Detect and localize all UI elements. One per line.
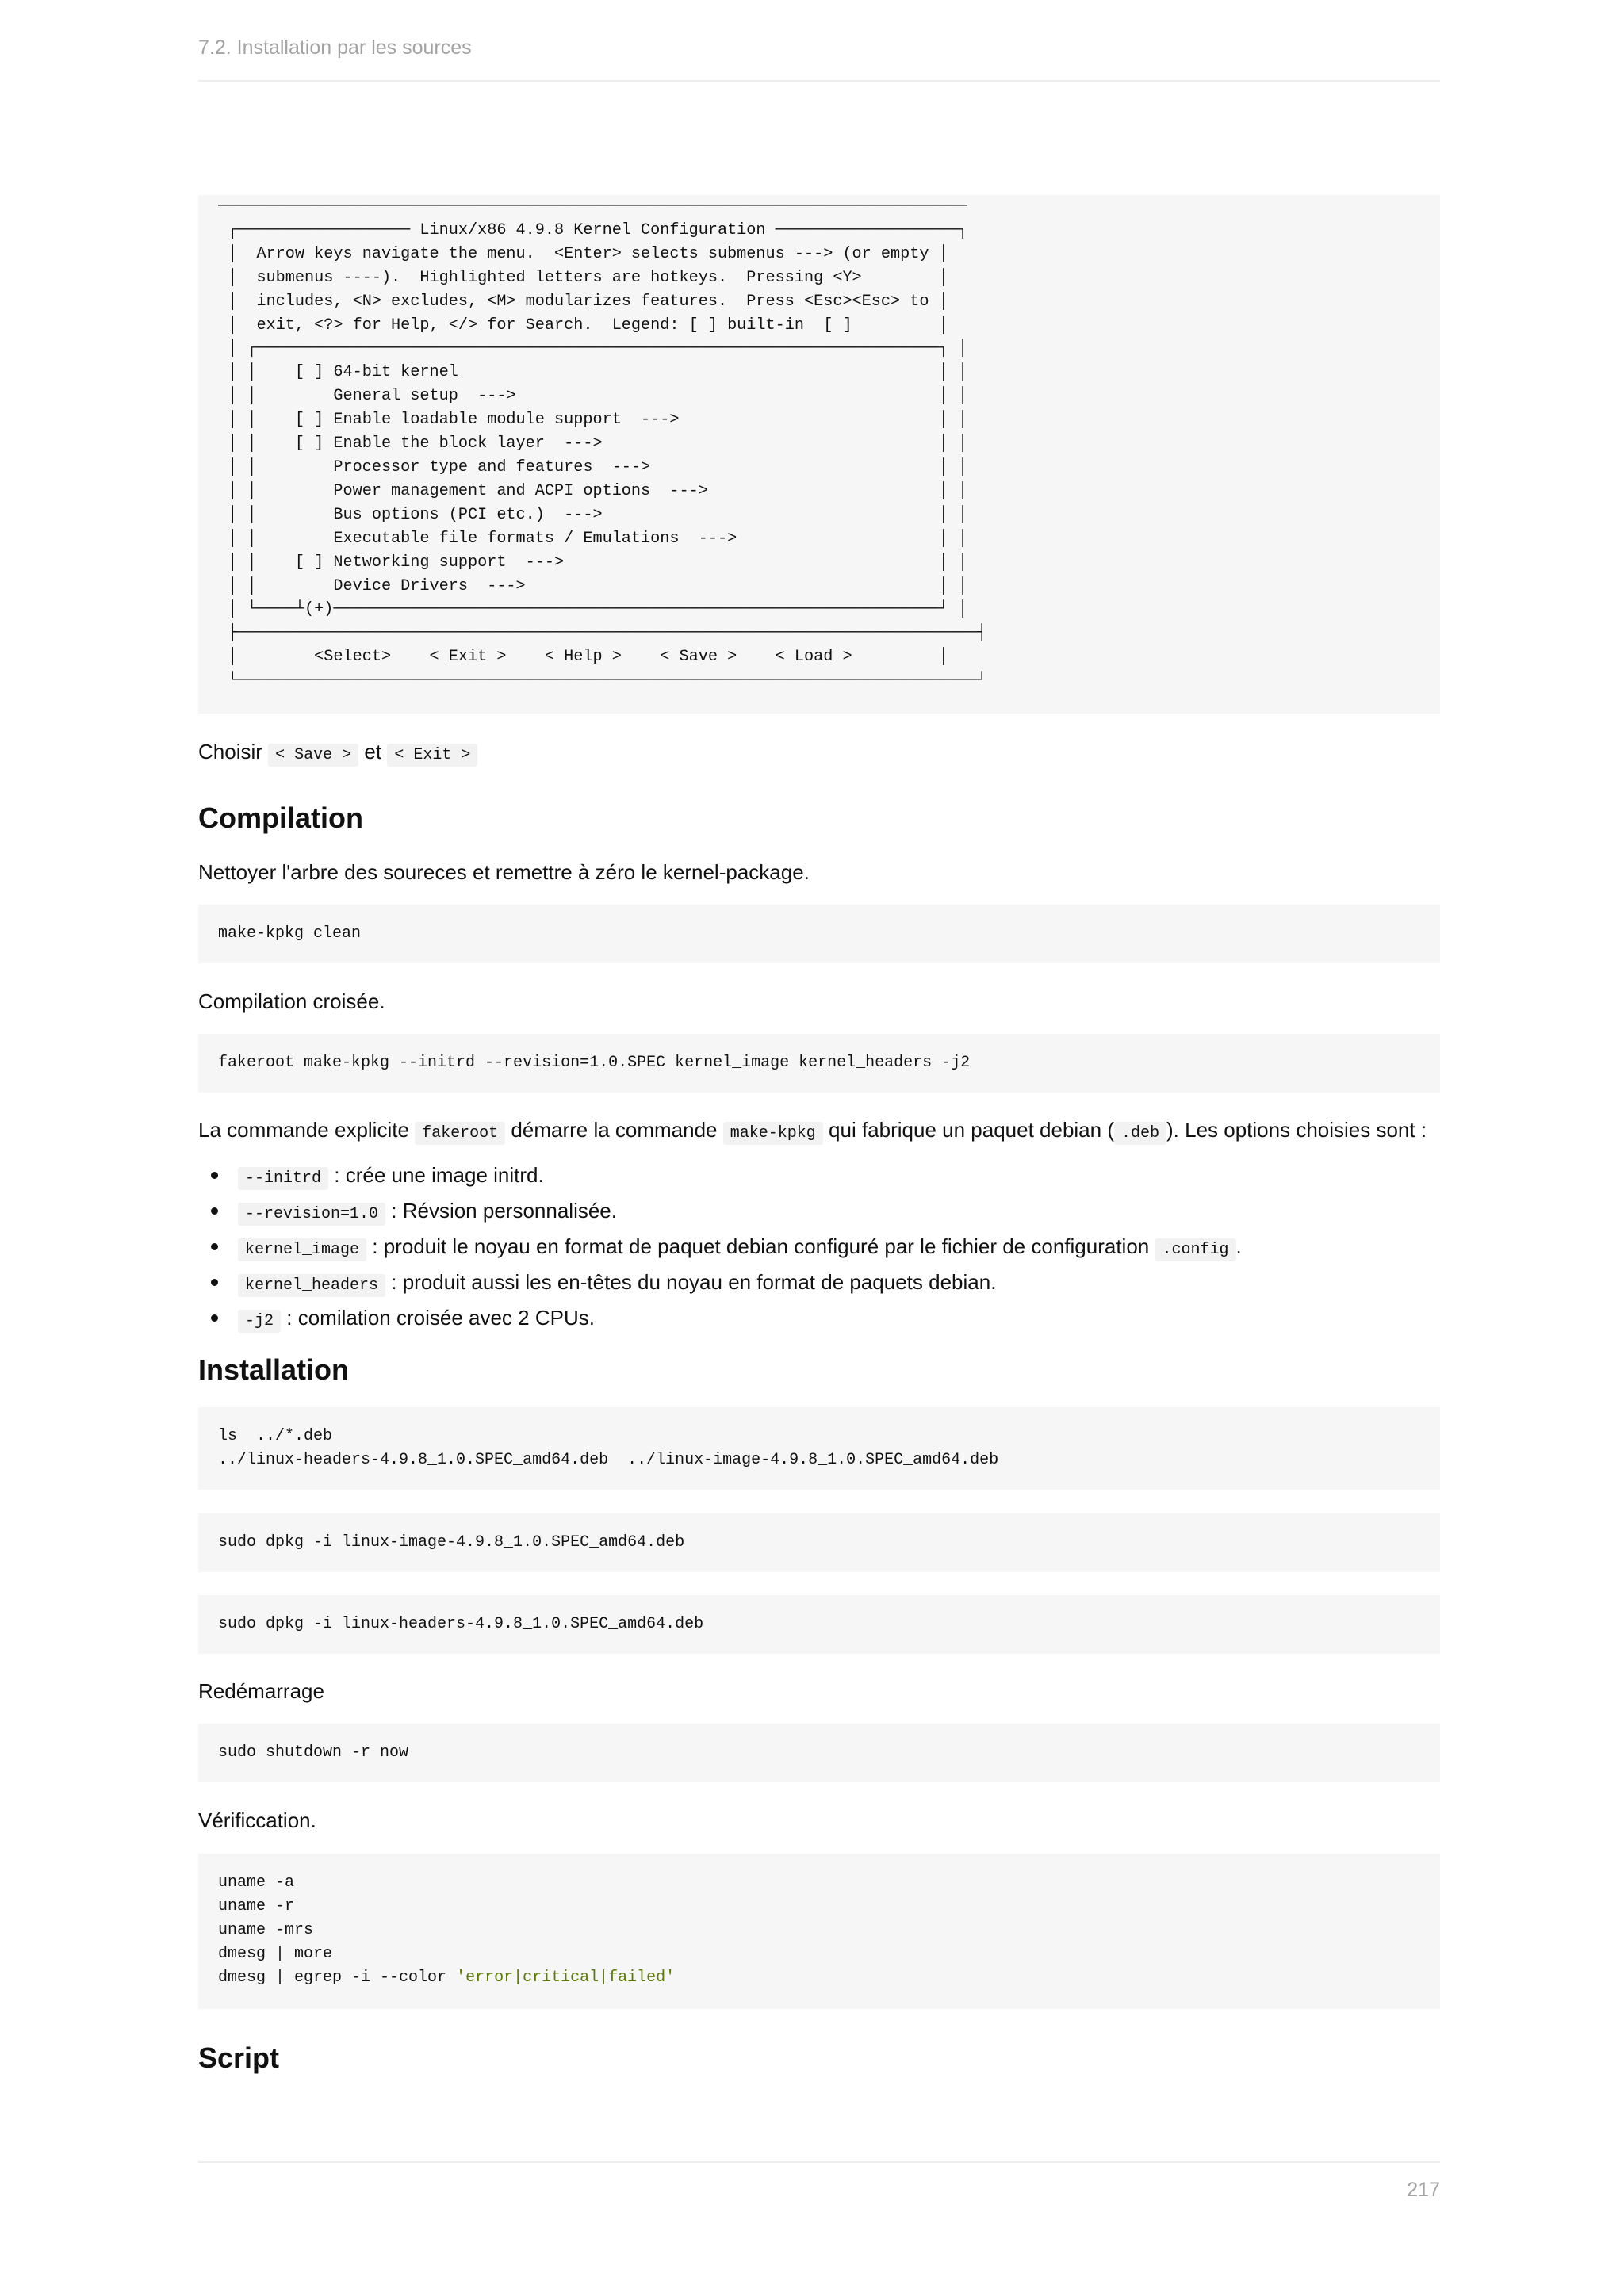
menuconfig-line: │ │ [ ] Networking support ---> │ │ xyxy=(218,553,967,572)
option-description: : crée une image initrd. xyxy=(334,1163,544,1187)
menuconfig-line: │ │ Executable file formats / Emulations ---> │ │ xyxy=(218,529,967,548)
options-list xyxy=(198,1159,1242,1337)
egrep-pattern-string: 'error|critical|failed' xyxy=(456,1969,676,1987)
menuconfig-line: │ │ Processor type and features ---> │ │ xyxy=(218,457,967,476)
menuconfig-line: │ │ Bus options (PCI etc.) ---> │ │ xyxy=(218,505,967,524)
list-item xyxy=(198,1159,1242,1195)
reboot-instruction: Redémarrage xyxy=(198,1679,324,1703)
clean-command-block: make-kpkg clean xyxy=(198,905,1440,963)
option-code: kernel_image xyxy=(238,1238,366,1261)
menuconfig-line: ├─────────────────────────────────────────────────────────────────────────────┤ xyxy=(218,624,987,643)
fakeroot-inline-code: fakeroot xyxy=(415,1122,505,1145)
option-code: --initrd xyxy=(238,1167,328,1190)
menuconfig-screen-block xyxy=(198,195,1440,714)
menuconfig-line: │ │ [ ] Enable the block layer ---> │ │ xyxy=(218,434,967,453)
compilation-heading: Compilation xyxy=(198,802,363,834)
config-inline-code: .config xyxy=(1155,1238,1235,1261)
exit-inline-code: < Exit > xyxy=(387,744,477,767)
deb-inline-code: .deb xyxy=(1114,1122,1166,1145)
list-item xyxy=(198,1195,1242,1230)
cross-compile-instruction: Compilation croisée. xyxy=(198,989,385,1013)
choose-save-exit-paragraph xyxy=(198,738,477,769)
code-line: uname -a xyxy=(218,1873,295,1892)
menuconfig-line: │ │ General setup ---> │ │ xyxy=(218,387,967,406)
option-code: --revision=1.0 xyxy=(238,1203,385,1226)
option-code: -j2 xyxy=(238,1310,281,1333)
footer-divider xyxy=(198,2161,1440,2163)
dpkg-image-command-block: sudo dpkg -i linux-image-4.9.8_1.0.SPEC_amd64.deb xyxy=(198,1513,1440,1572)
list-item xyxy=(198,1266,1242,1302)
list-item xyxy=(198,1230,1242,1266)
choose-prefix: Choisir xyxy=(198,740,262,763)
explain-text-3: qui fabrique un paquet debian ( xyxy=(829,1118,1114,1142)
page-number: 217 xyxy=(1407,2179,1440,2201)
code-line: uname -mrs xyxy=(218,1921,314,1939)
save-inline-code: < Save > xyxy=(268,744,358,767)
option-description: : produit le noyau en format de paquet debian configuré par le fichier de configuration xyxy=(372,1234,1150,1258)
menuconfig-line: │ ┌───────────────────────────────────────────────────────────────────────┐ │ xyxy=(218,339,967,358)
make-kpkg-inline-code: make-kpkg xyxy=(723,1122,823,1145)
verify-instruction: Vérificcation. xyxy=(198,1808,316,1832)
menuconfig-line: │ <Select> < Exit > < Help > < Save > < Load > │ xyxy=(218,648,948,667)
menuconfig-line: │ submenus ----). Highlighted letters are hotkeys. Pressing <Y> │ xyxy=(218,268,948,287)
ls-command-block xyxy=(198,1407,1440,1490)
menuconfig-line: │ Arrow keys navigate the menu. <Enter> selects submenus ---> (or empty │ xyxy=(218,244,948,263)
menuconfig-line: │ includes, <N> excludes, <M> modularizes features. Press <Esc><Esc> to │ xyxy=(218,292,948,311)
installation-heading: Installation xyxy=(198,1353,350,1386)
option-description: : Révsion personnalisée. xyxy=(391,1199,617,1223)
menuconfig-line: │ │ [ ] Enable loadable module support ---> │ │ xyxy=(218,411,967,430)
menuconfig-line: │ │ [ ] 64-bit kernel │ │ xyxy=(218,363,967,382)
explain-text-2: démarre la commande xyxy=(511,1118,718,1142)
command-explanation xyxy=(198,1116,1427,1147)
option-description: : comilation croisée avec 2 CPUs. xyxy=(286,1306,595,1330)
code-line: ../linux-headers-4.9.8_1.0.SPEC_amd64.deb ../linux-image-4.9.8_1.0.SPEC_amd64.deb xyxy=(218,1451,999,1469)
clean-instruction: Nettoyer l'arbre des soureces et remettre à zéro le kernel-package. xyxy=(198,860,810,884)
egrep-command: dmesg | egrep -i --color xyxy=(218,1969,457,1987)
option-code: kernel_headers xyxy=(238,1274,385,1297)
menuconfig-line: │ └────┴(+)───────────────────────────────────────────────────────────────┘ │ xyxy=(218,600,967,619)
option-trailing-text: . xyxy=(1235,1234,1242,1258)
code-line xyxy=(218,1966,1440,1990)
code-line: uname -r xyxy=(218,1897,295,1915)
reboot-command-block: sudo shutdown -r now xyxy=(198,1724,1440,1782)
explain-text-4: ). Les options choisies sont : xyxy=(1166,1118,1427,1142)
code-line: dmesg | more xyxy=(218,1945,333,1963)
verify-commands-block xyxy=(198,1854,1440,2009)
list-item xyxy=(198,1302,1242,1337)
code-line: ls ../*.deb xyxy=(218,1427,333,1445)
menuconfig-line: ────────────────────────────────────────────────────────────────────────────── xyxy=(218,197,967,216)
option-description: : produit aussi les en-têtes du noyau en format de paquets debian. xyxy=(391,1270,997,1294)
explain-text-1: La commande explicite xyxy=(198,1118,409,1142)
cross-compile-command-block: fakeroot make-kpkg --initrd --revision=1.0.SPEC kernel_image kernel_headers -j2 xyxy=(198,1034,1440,1093)
menuconfig-line: │ │ Device Drivers ---> │ │ xyxy=(218,576,967,595)
menuconfig-line: │ │ Power management and ACPI options ---> │ │ xyxy=(218,481,967,500)
menuconfig-line: ┌────────────────── Linux/x86 4.9.8 Kernel Configuration ───────────────────┐ xyxy=(218,220,967,239)
menuconfig-line: └─────────────────────────────────────────────────────────────────────────────┘ xyxy=(218,672,987,691)
script-heading: Script xyxy=(198,2042,280,2074)
menuconfig-line: │ exit, <?> for Help, </> for Search. Legend: [ ] built-in [ ] │ xyxy=(218,316,948,335)
dpkg-headers-command-block: sudo dpkg -i linux-headers-4.9.8_1.0.SPEC_amd64.deb xyxy=(198,1595,1440,1654)
header-divider xyxy=(198,80,1440,82)
choose-and: et xyxy=(364,740,382,763)
running-header: 7.2. Installation par les sources xyxy=(198,36,472,59)
